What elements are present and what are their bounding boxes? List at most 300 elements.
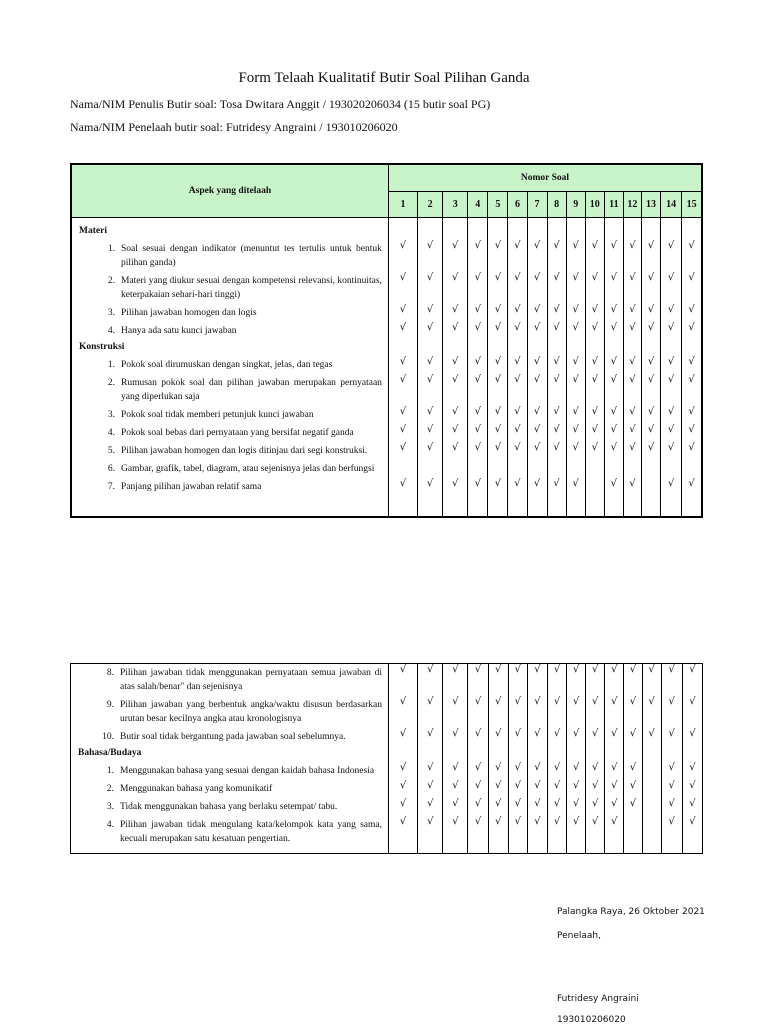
- check-mark: [682, 460, 702, 478]
- check-mark: √: [547, 356, 566, 374]
- check-mark: √: [508, 304, 527, 322]
- section-row: [71, 340, 702, 356]
- check-mark: √: [682, 478, 702, 496]
- check-mark: √: [388, 424, 417, 442]
- criteria-row: [71, 728, 703, 746]
- check-mark: √: [527, 272, 547, 304]
- check-mark: [661, 460, 682, 478]
- check-mark: √: [624, 780, 642, 798]
- header-soal-7: 7: [527, 192, 547, 218]
- criteria-text: Pilihan jawaban tidak menggunakan pernyataan semua jawaban di atas salah/benar" dan sejenisnya: [120, 668, 382, 692]
- check-mark: √: [468, 304, 488, 322]
- criteria-text: Pilihan jawaban homogen dan logis ditinjau dari segi konstruksi.: [121, 446, 368, 456]
- check-mark: √: [585, 322, 604, 340]
- criteria-text: Soal sesuai dengan indikator (menuntut tes tertulis untuk bentuk pilihan ganda): [121, 244, 382, 268]
- check-mark: √: [624, 798, 642, 816]
- check-mark: √: [418, 728, 443, 746]
- check-mark: √: [418, 696, 443, 728]
- check-mark: [566, 460, 585, 478]
- check-mark: √: [418, 478, 443, 496]
- header-soal-6: 6: [508, 192, 527, 218]
- check-mark: √: [547, 442, 566, 460]
- check-mark: √: [682, 374, 702, 406]
- criteria-row: [71, 322, 702, 340]
- check-mark: √: [682, 272, 702, 304]
- check-mark: [468, 460, 488, 478]
- check-mark: √: [418, 356, 443, 374]
- check-mark: [642, 816, 661, 848]
- check-mark: √: [661, 322, 682, 340]
- check-mark: [585, 478, 604, 496]
- check-mark: √: [661, 240, 682, 272]
- check-mark: √: [547, 424, 566, 442]
- check-mark: √: [488, 728, 508, 746]
- criteria-text: Pokok soal dirumuskan dengan singkat, jelas, dan tegas: [121, 360, 333, 370]
- check-mark: √: [468, 478, 488, 496]
- check-mark: √: [604, 424, 623, 442]
- check-mark: [642, 798, 661, 816]
- check-mark: √: [642, 728, 661, 746]
- header-soal-13: 13: [641, 192, 660, 218]
- check-mark: √: [508, 322, 527, 340]
- check-mark: √: [389, 816, 418, 848]
- header-nomor-soal: Nomor Soal: [388, 164, 702, 192]
- header-soal-9: 9: [566, 192, 585, 218]
- check-mark: √: [624, 664, 642, 697]
- criteria-number: 7.: [107, 482, 115, 492]
- check-mark: √: [468, 816, 488, 848]
- check-mark: √: [388, 374, 417, 406]
- check-mark: √: [682, 664, 702, 697]
- criteria-text: Hanya ada satu kunci jawaban: [121, 326, 237, 336]
- check-mark: √: [623, 406, 641, 424]
- criteria-text: Menggunakan bahasa yang komunikatif: [120, 784, 273, 794]
- check-mark: √: [488, 424, 508, 442]
- check-mark: √: [443, 240, 468, 272]
- criteria-number: 5.: [107, 446, 115, 456]
- check-mark: √: [443, 798, 468, 816]
- check-mark: √: [624, 762, 642, 780]
- check-mark: √: [418, 272, 443, 304]
- check-mark: [641, 460, 660, 478]
- check-mark: √: [527, 304, 547, 322]
- criteria-text: Materi yang diukur sesuai dengan kompetensi relevansi, kontinuitas, keterpakaian sehari-hari tinggi): [121, 276, 382, 300]
- check-mark: √: [527, 356, 547, 374]
- check-mark: √: [508, 728, 527, 746]
- criteria-number: 6.: [107, 464, 115, 474]
- check-mark: √: [567, 798, 586, 816]
- criteria-text: Rumusan pokok soal dan pilihan jawaban merupakan pernyataan yang diperlukan saja: [121, 378, 382, 402]
- check-mark: [418, 460, 443, 478]
- check-mark: √: [418, 424, 443, 442]
- check-mark: √: [586, 728, 605, 746]
- check-mark: √: [604, 374, 623, 406]
- check-mark: √: [661, 816, 682, 848]
- check-mark: √: [508, 816, 527, 848]
- check-mark: √: [508, 272, 527, 304]
- check-mark: √: [623, 322, 641, 340]
- criteria-row: [71, 664, 703, 697]
- check-mark: √: [527, 406, 547, 424]
- header-soal-1: 1: [388, 192, 417, 218]
- check-mark: √: [641, 356, 660, 374]
- check-mark: √: [604, 240, 623, 272]
- check-mark: √: [389, 696, 418, 728]
- check-mark: √: [443, 374, 468, 406]
- check-mark: √: [508, 442, 527, 460]
- criteria-number: 8.: [106, 668, 114, 678]
- criteria-row: [71, 816, 703, 848]
- check-mark: √: [443, 322, 468, 340]
- check-mark: √: [488, 762, 508, 780]
- check-mark: √: [641, 272, 660, 304]
- check-mark: √: [547, 272, 566, 304]
- criteria-text: Pokok soal tidak memberi petunjuk kunci jawaban: [121, 410, 314, 420]
- criteria-text: Panjang pilihan jawaban relatif sama: [121, 482, 262, 492]
- check-mark: √: [661, 356, 682, 374]
- criteria-row: [71, 272, 702, 304]
- check-mark: √: [661, 374, 682, 406]
- check-mark: √: [682, 728, 702, 746]
- check-mark: √: [682, 442, 702, 460]
- check-mark: √: [604, 356, 623, 374]
- check-mark: [508, 460, 527, 478]
- check-mark: √: [682, 322, 702, 340]
- check-mark: √: [527, 696, 547, 728]
- check-mark: [642, 780, 661, 798]
- check-mark: √: [488, 374, 508, 406]
- check-mark: √: [605, 696, 624, 728]
- check-mark: √: [682, 780, 702, 798]
- check-mark: √: [443, 478, 468, 496]
- check-mark: √: [682, 762, 702, 780]
- check-mark: √: [661, 478, 682, 496]
- criteria-number: 3.: [107, 308, 115, 318]
- check-mark: √: [488, 664, 508, 697]
- check-mark: √: [623, 240, 641, 272]
- check-mark: √: [661, 798, 682, 816]
- check-mark: √: [566, 442, 585, 460]
- check-mark: √: [508, 356, 527, 374]
- check-mark: √: [488, 798, 508, 816]
- check-mark: √: [488, 304, 508, 322]
- check-mark: √: [547, 374, 566, 406]
- criteria-row: [71, 442, 702, 460]
- check-mark: √: [388, 356, 417, 374]
- criteria-number: 4.: [107, 326, 115, 336]
- check-mark: √: [567, 728, 586, 746]
- check-mark: √: [418, 240, 443, 272]
- header-aspek: Aspek yang ditelaah: [71, 164, 388, 218]
- criteria-row: [71, 356, 702, 374]
- criteria-number: 2.: [106, 784, 114, 794]
- check-mark: √: [418, 322, 443, 340]
- check-mark: √: [468, 798, 488, 816]
- check-mark: √: [443, 762, 468, 780]
- check-mark: √: [566, 478, 585, 496]
- check-mark: √: [547, 240, 566, 272]
- section-row: [71, 224, 702, 240]
- check-mark: √: [604, 442, 623, 460]
- check-mark: √: [586, 816, 605, 848]
- check-mark: √: [566, 374, 585, 406]
- check-mark: √: [661, 304, 682, 322]
- check-mark: √: [443, 664, 468, 697]
- check-mark: √: [641, 406, 660, 424]
- criteria-number: 1.: [107, 360, 115, 370]
- check-mark: √: [418, 816, 443, 848]
- check-mark: √: [641, 442, 660, 460]
- criteria-number: 3.: [107, 410, 115, 420]
- check-mark: √: [468, 406, 488, 424]
- check-mark: √: [488, 780, 508, 798]
- check-mark: √: [389, 762, 418, 780]
- check-mark: √: [508, 406, 527, 424]
- check-mark: √: [547, 304, 566, 322]
- criteria-text: Gambar, grafik, tabel, diagram, atau sejenisnya jelas dan berfungsi: [121, 464, 375, 474]
- criteria-number: 9.: [106, 700, 114, 710]
- check-mark: √: [508, 798, 527, 816]
- criteria-number: 1.: [106, 766, 114, 776]
- criteria-row: [71, 424, 702, 442]
- check-mark: √: [547, 406, 566, 424]
- header-soal-10: 10: [585, 192, 604, 218]
- header-soal-11: 11: [604, 192, 623, 218]
- section-label: Materi: [71, 224, 388, 240]
- check-mark: √: [488, 356, 508, 374]
- check-mark: √: [605, 728, 624, 746]
- penulis-info: Nama/NIM Penulis Butir soal: Tosa Dwitara Anggit / 193020206034 (15 butir soal PG): [70, 97, 491, 111]
- check-mark: √: [443, 356, 468, 374]
- header-soal-5: 5: [488, 192, 508, 218]
- check-mark: √: [585, 424, 604, 442]
- check-mark: √: [585, 406, 604, 424]
- criteria-text: Pokok soal bebas dari pernyataan yang bersifat negatif ganda: [121, 428, 354, 438]
- check-mark: √: [508, 780, 527, 798]
- check-mark: √: [468, 356, 488, 374]
- check-mark: √: [623, 304, 641, 322]
- check-mark: √: [527, 816, 547, 848]
- check-mark: √: [527, 424, 547, 442]
- check-mark: √: [547, 762, 566, 780]
- check-mark: √: [488, 240, 508, 272]
- check-mark: √: [641, 374, 660, 406]
- check-mark: √: [567, 762, 586, 780]
- check-mark: √: [527, 322, 547, 340]
- check-mark: √: [586, 762, 605, 780]
- check-mark: √: [389, 664, 418, 697]
- check-mark: √: [527, 442, 547, 460]
- check-mark: √: [661, 728, 682, 746]
- check-mark: [604, 460, 623, 478]
- check-mark: √: [566, 322, 585, 340]
- check-mark: √: [605, 664, 624, 697]
- check-mark: √: [508, 664, 527, 697]
- check-mark: √: [418, 406, 443, 424]
- check-mark: [641, 478, 660, 496]
- check-mark: √: [418, 442, 443, 460]
- check-mark: √: [488, 322, 508, 340]
- criteria-row: [71, 696, 703, 728]
- criteria-row: [71, 762, 703, 780]
- check-mark: √: [661, 696, 682, 728]
- check-mark: √: [508, 240, 527, 272]
- check-mark: √: [604, 304, 623, 322]
- check-mark: √: [547, 322, 566, 340]
- check-mark: √: [567, 780, 586, 798]
- check-mark: √: [527, 780, 547, 798]
- check-mark: √: [508, 762, 527, 780]
- check-mark: √: [488, 816, 508, 848]
- criteria-number: 1.: [107, 244, 115, 254]
- check-mark: √: [388, 272, 417, 304]
- signature-name: Futridesy Angraini: [557, 994, 639, 1004]
- criteria-number: 4.: [107, 428, 115, 438]
- check-mark: √: [418, 762, 443, 780]
- check-mark: √: [566, 272, 585, 304]
- check-mark: √: [443, 728, 468, 746]
- check-mark: √: [527, 664, 547, 697]
- criteria-row: [71, 478, 702, 496]
- check-mark: √: [586, 696, 605, 728]
- check-mark: √: [443, 442, 468, 460]
- check-mark: √: [566, 356, 585, 374]
- check-mark: √: [508, 478, 527, 496]
- check-mark: √: [623, 442, 641, 460]
- check-mark: √: [682, 696, 702, 728]
- check-mark: [547, 460, 566, 478]
- check-mark: √: [585, 442, 604, 460]
- check-mark: √: [388, 478, 417, 496]
- criteria-text: Menggunakan bahasa yang sesuai dengan kaidah bahasa Indonesia: [120, 766, 375, 776]
- header-soal-8: 8: [547, 192, 566, 218]
- check-mark: √: [388, 406, 417, 424]
- check-mark: √: [468, 728, 488, 746]
- check-mark: √: [567, 664, 586, 697]
- check-mark: √: [468, 240, 488, 272]
- check-mark: √: [604, 272, 623, 304]
- check-mark: √: [443, 816, 468, 848]
- check-mark: [642, 762, 661, 780]
- check-mark: √: [488, 696, 508, 728]
- signature-role: Penelaah,: [557, 931, 601, 941]
- signature-nim: 193010206020: [557, 1015, 626, 1025]
- check-mark: √: [443, 424, 468, 442]
- header-soal-4: 4: [468, 192, 488, 218]
- check-mark: √: [604, 322, 623, 340]
- check-mark: √: [585, 272, 604, 304]
- header-soal-15: 15: [682, 192, 702, 218]
- check-mark: √: [641, 322, 660, 340]
- check-mark: √: [623, 272, 641, 304]
- criteria-row: [71, 374, 702, 406]
- check-mark: √: [389, 780, 418, 798]
- check-mark: √: [566, 240, 585, 272]
- check-mark: √: [661, 406, 682, 424]
- check-mark: [527, 460, 547, 478]
- check-mark: √: [585, 356, 604, 374]
- check-mark: √: [623, 374, 641, 406]
- check-mark: √: [623, 424, 641, 442]
- check-mark: √: [682, 406, 702, 424]
- check-mark: √: [508, 374, 527, 406]
- check-mark: √: [661, 762, 682, 780]
- penelaah-info: Nama/NIM Penelaah butir soal: Futridesy Angraini / 193010206020: [70, 120, 398, 134]
- check-mark: √: [547, 798, 566, 816]
- check-mark: √: [468, 442, 488, 460]
- check-mark: √: [527, 374, 547, 406]
- review-table-page-2: [70, 663, 703, 854]
- criteria-row: [71, 406, 702, 424]
- header-soal-2: 2: [418, 192, 443, 218]
- check-mark: √: [604, 478, 623, 496]
- check-mark: √: [641, 240, 660, 272]
- check-mark: √: [468, 664, 488, 697]
- check-mark: √: [605, 762, 624, 780]
- check-mark: √: [547, 478, 566, 496]
- check-mark: √: [624, 696, 642, 728]
- check-mark: √: [389, 728, 418, 746]
- check-mark: √: [388, 304, 417, 322]
- form-title: Form Telaah Kualitatif Butir Soal Pilihan Ganda: [238, 70, 530, 86]
- check-mark: √: [468, 762, 488, 780]
- check-mark: √: [623, 478, 641, 496]
- check-mark: √: [388, 322, 417, 340]
- section-row: [71, 746, 703, 762]
- check-mark: √: [443, 272, 468, 304]
- check-mark: √: [604, 406, 623, 424]
- check-mark: √: [661, 664, 682, 697]
- check-mark: √: [418, 304, 443, 322]
- check-mark: √: [468, 780, 488, 798]
- header-soal-3: 3: [443, 192, 468, 218]
- review-table-page-1: [70, 163, 703, 518]
- check-mark: √: [527, 798, 547, 816]
- check-mark: √: [547, 696, 566, 728]
- check-mark: √: [682, 356, 702, 374]
- criteria-number: 10.: [102, 732, 114, 742]
- criteria-row: [71, 460, 702, 478]
- check-mark: √: [508, 424, 527, 442]
- check-mark: √: [468, 374, 488, 406]
- check-mark: √: [661, 272, 682, 304]
- check-mark: √: [623, 356, 641, 374]
- check-mark: √: [443, 696, 468, 728]
- signature-place-date: Palangka Raya, 26 Oktober 2021: [557, 907, 705, 917]
- check-mark: √: [527, 240, 547, 272]
- check-mark: √: [566, 304, 585, 322]
- criteria-text: Pilihan jawaban yang berbentuk angka/waktu disusun berdasarkan urutan besar kecilnya angka atau kronologisnya: [120, 700, 382, 724]
- check-mark: [623, 460, 641, 478]
- criteria-number: 3.: [106, 802, 114, 812]
- criteria-row: [71, 304, 702, 322]
- check-mark: √: [605, 798, 624, 816]
- check-mark: √: [508, 696, 527, 728]
- check-mark: √: [468, 322, 488, 340]
- check-mark: √: [468, 272, 488, 304]
- check-mark: √: [566, 424, 585, 442]
- check-mark: [443, 460, 468, 478]
- check-mark: √: [527, 728, 547, 746]
- check-mark: √: [661, 442, 682, 460]
- check-mark: √: [418, 664, 443, 697]
- criteria-text: Tidak menggunakan bahasa yang berlaku setempat/ tabu.: [120, 802, 338, 812]
- section-label: Bahasa/Budaya: [71, 746, 389, 762]
- check-mark: √: [388, 442, 417, 460]
- header-soal-12: 12: [623, 192, 641, 218]
- check-mark: √: [566, 406, 585, 424]
- check-mark: √: [585, 240, 604, 272]
